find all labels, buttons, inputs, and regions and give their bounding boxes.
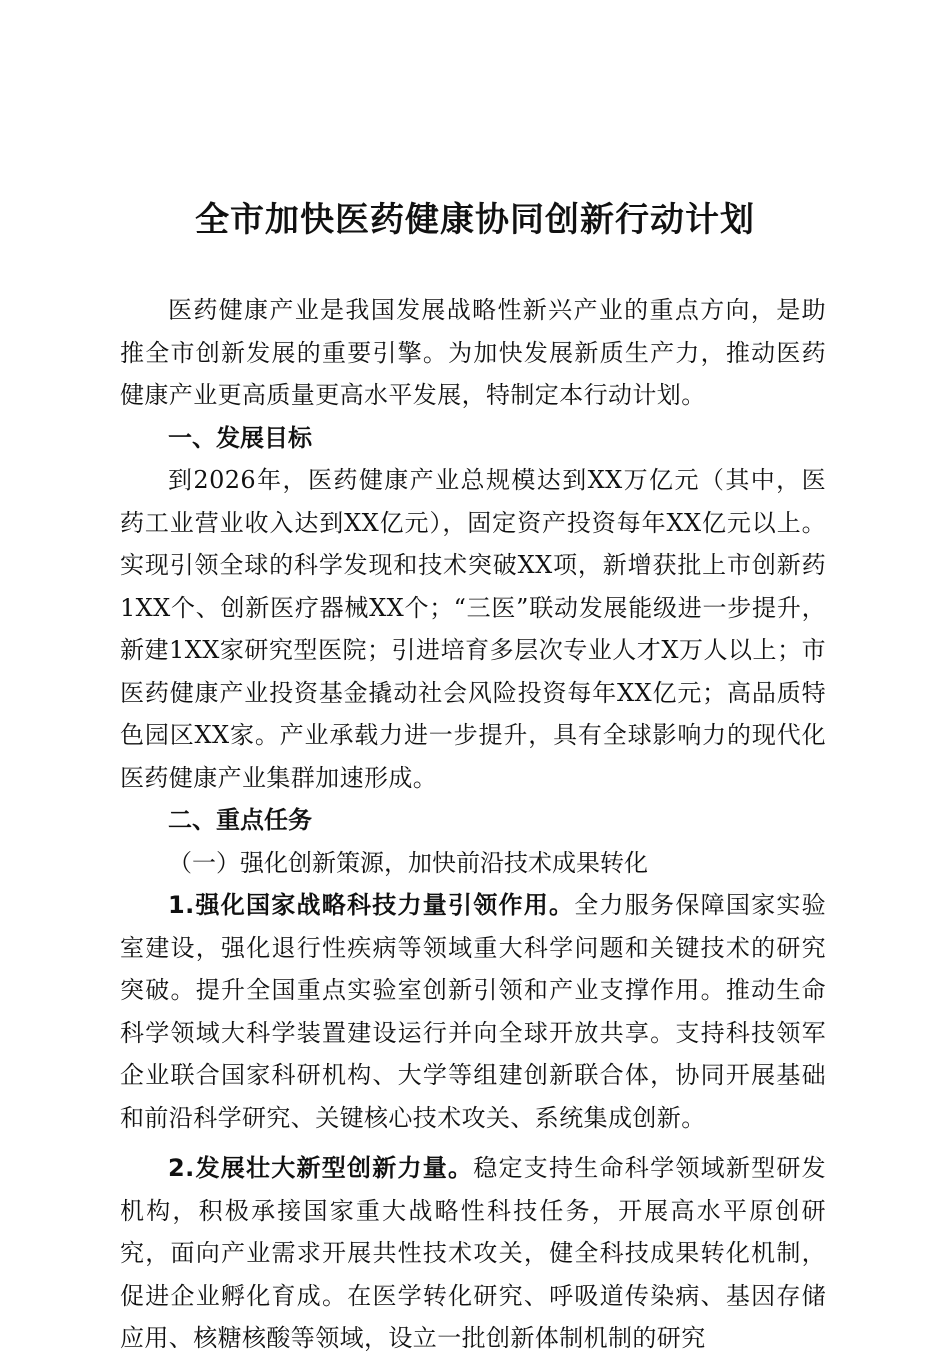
task-item-2 (120, 1147, 826, 1360)
task-item-2-lead: 2.发展壮大新型创新力量。 (168, 1154, 474, 1182)
task-item-1-text: 全力服务保障国家实验室建设，强化退行性疾病等领域重大科学问题和关键技术的研究突破。提升全国重点实验室创新引领和产业支撑作用。推动生命科学领域大科学装置建设运行并向全球开放共享。支持科技领军企业联合国家科研机构、大学等组建创新联合体，协同开展基础和前沿科学研究、关键核心技术攻关、系统集成创新。 (120, 891, 826, 1132)
task-item-1 (120, 884, 826, 1139)
task-item-1-lead: 1.强化国家战略科技力量引领作用。 (168, 891, 575, 919)
intro-paragraph: 医药健康产业是我国发展战略性新兴产业的重点方向，是助推全市创新发展的重要引擎。为加快发展新质生产力，推动医药健康产业更高质量更高水平发展，特制定本行动计划。 (120, 296, 826, 409)
section-heading-goals: 一、发展目标 (168, 423, 312, 452)
task-item-2-text: 稳定支持生命科学领域新型研发机构，积极承接国家重大战略性科技任务，开展高水平原创研究，面向产业需求开展共性技术攻关，健全科技成果转化机制，促进企业孵化育成。在医学转化研究、呼吸道传染病、基因存储应用、核糖核酸等领域，设立一批创新体制机制的研究 (120, 1154, 826, 1352)
document-title: 全市加快医药健康协同创新行动计划 (195, 200, 755, 240)
document-body (120, 289, 826, 1360)
section-heading-tasks: 二、重点任务 (168, 806, 312, 834)
subsection-heading-innovation: （一）强化创新策源，加快前沿技术成果转化 (168, 848, 648, 877)
goals-paragraph: 到2026年，医药健康产业总规模达到XX万亿元（其中，医药工业营业收入达到XX亿元），固定资产投资每年XX亿元以上。实现引领全球的科学发现和技术突破XX项，新增获批上市创新药1XX个、创新医疗器械XX个；“三医”联动发展能级进一步提升，新建1XX家研究型医院；引进培育多层次专业人才X万人以上；市医药健康产业投资基金撬动社会风险投资每年XX亿元；高品质特色园区XX家。产业承载力进一步提升，具有全球影响力的现代化医药健康产业集群加速形成。 (120, 466, 826, 792)
